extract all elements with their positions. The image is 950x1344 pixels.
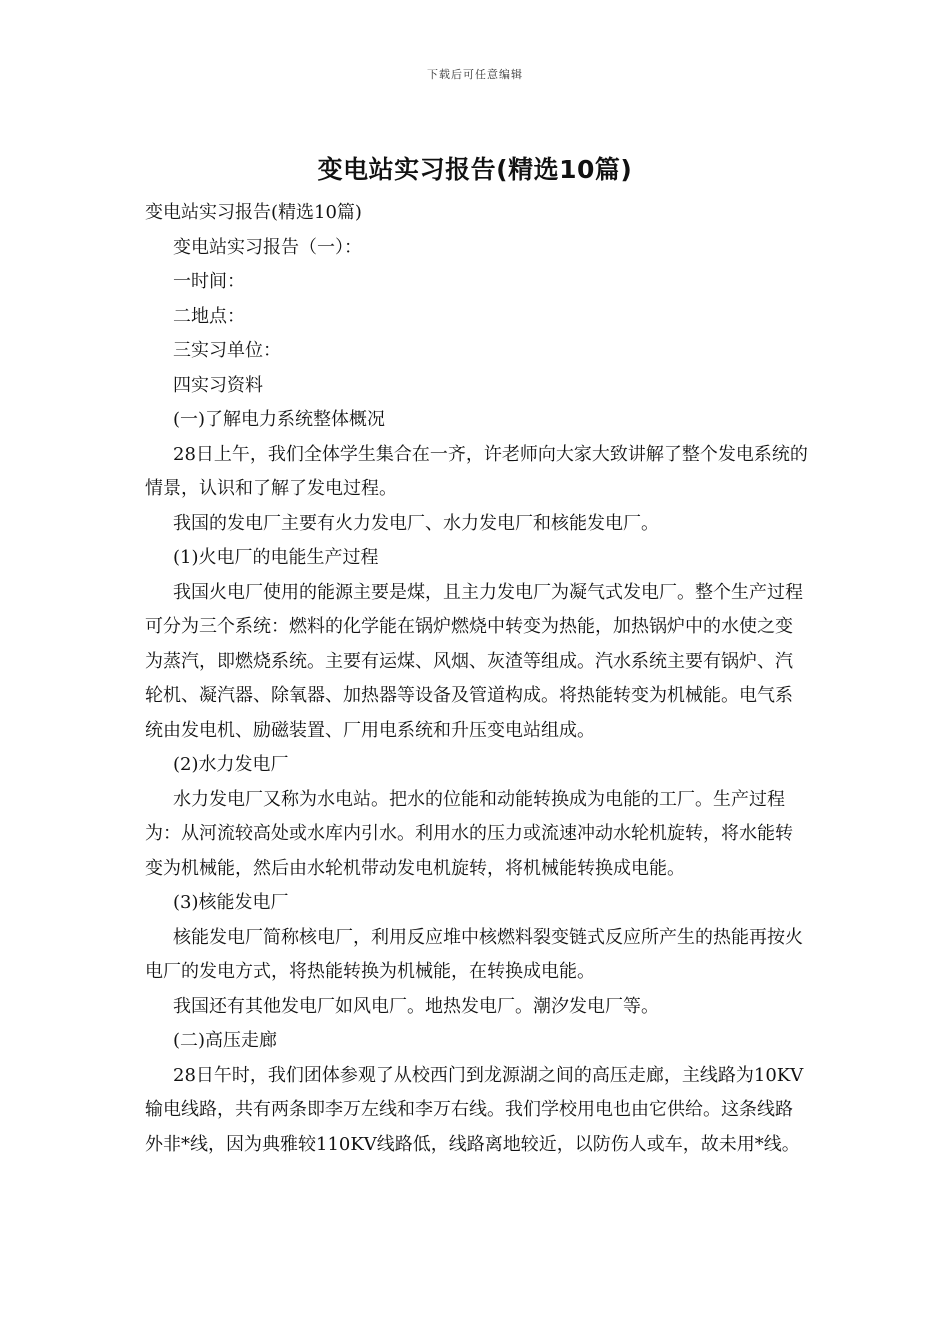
body-paragraph: 我国火电厂使用的能源主要是煤，且主力发电厂为凝气式发电厂。整个生产过程可分为三个系统：燃料的化学能在锅炉燃烧中转变为热能，加热锅炉中的水使之变为蒸汽，即燃烧系统。主要有运煤、风烟、灰渣等组成。汽水系统主要有锅炉、汽轮机、凝汽器、除氧器、加热器等设备及管道构成。将热能转变为机械能。电气系统由发电机、励磁装置、厂用电系统和升压变电站组成。 xyxy=(145,581,803,741)
body-paragraph: 28日上午，我们全体学生集合在一齐，许老师向大家大致讲解了整个发电系统的情景，认识和了解了发电过程。 xyxy=(145,443,808,499)
body-paragraph: 核能发电厂简称核电厂，利用反应堆中核燃料裂变链式反应所产生的热能再按火电厂的发电方式，将热能转换为机械能，在转换成电能。 xyxy=(145,926,803,982)
section-heading: (一)了解电力系统整体概况 xyxy=(173,409,386,430)
document-body xyxy=(145,196,810,1162)
body-paragraph: 变电站实习报告（一）： xyxy=(173,236,362,258)
subsection-heading: (3)核能发电厂 xyxy=(173,892,289,913)
body-paragraph: 四实习资料 xyxy=(173,374,263,396)
section-heading: (二)高压走廊 xyxy=(173,1030,278,1051)
subsection-heading: (2)水力发电厂 xyxy=(173,754,289,775)
page-header-note: 下载后可任意编辑 xyxy=(427,68,523,81)
body-paragraph: 28日午时，我们团体参观了从校西门到龙源湖之间的高压走廊，主线路为10KV输电线路，共有两条即李万左线和李万右线。我们学校用电也由它供给。这条线路外非*线，因为典雅较110KV线路低，线路离地较近，以防伤人或车，故未用*线。 xyxy=(145,1064,804,1155)
body-paragraph: 我国还有其他发电厂如风电厂。地热发电厂。潮汐发电厂等。 xyxy=(173,995,659,1017)
body-paragraph: 一时间： xyxy=(173,271,245,292)
body-paragraph: 三实习单位： xyxy=(173,340,281,361)
body-paragraph: 二地点： xyxy=(173,305,245,327)
document-title: 变电站实习报告(精选10篇) xyxy=(317,155,633,184)
body-paragraph: 我国的发电厂主要有火力发电厂、水力发电厂和核能发电厂。 xyxy=(173,512,659,534)
body-paragraph: 变电站实习报告(精选10篇) xyxy=(145,202,362,223)
body-paragraph: 水力发电厂又称为水电站。把水的位能和动能转换成为电能的工厂。生产过程为：从河流较高处或水库内引水。利用水的压力或流速冲动水轮机旋转，将水能转变为机械能，然后由水轮机带动发电机旋转，将机械能转换成电能。 xyxy=(145,788,793,879)
subsection-heading: (1)火电厂的电能生产过程 xyxy=(173,547,379,568)
